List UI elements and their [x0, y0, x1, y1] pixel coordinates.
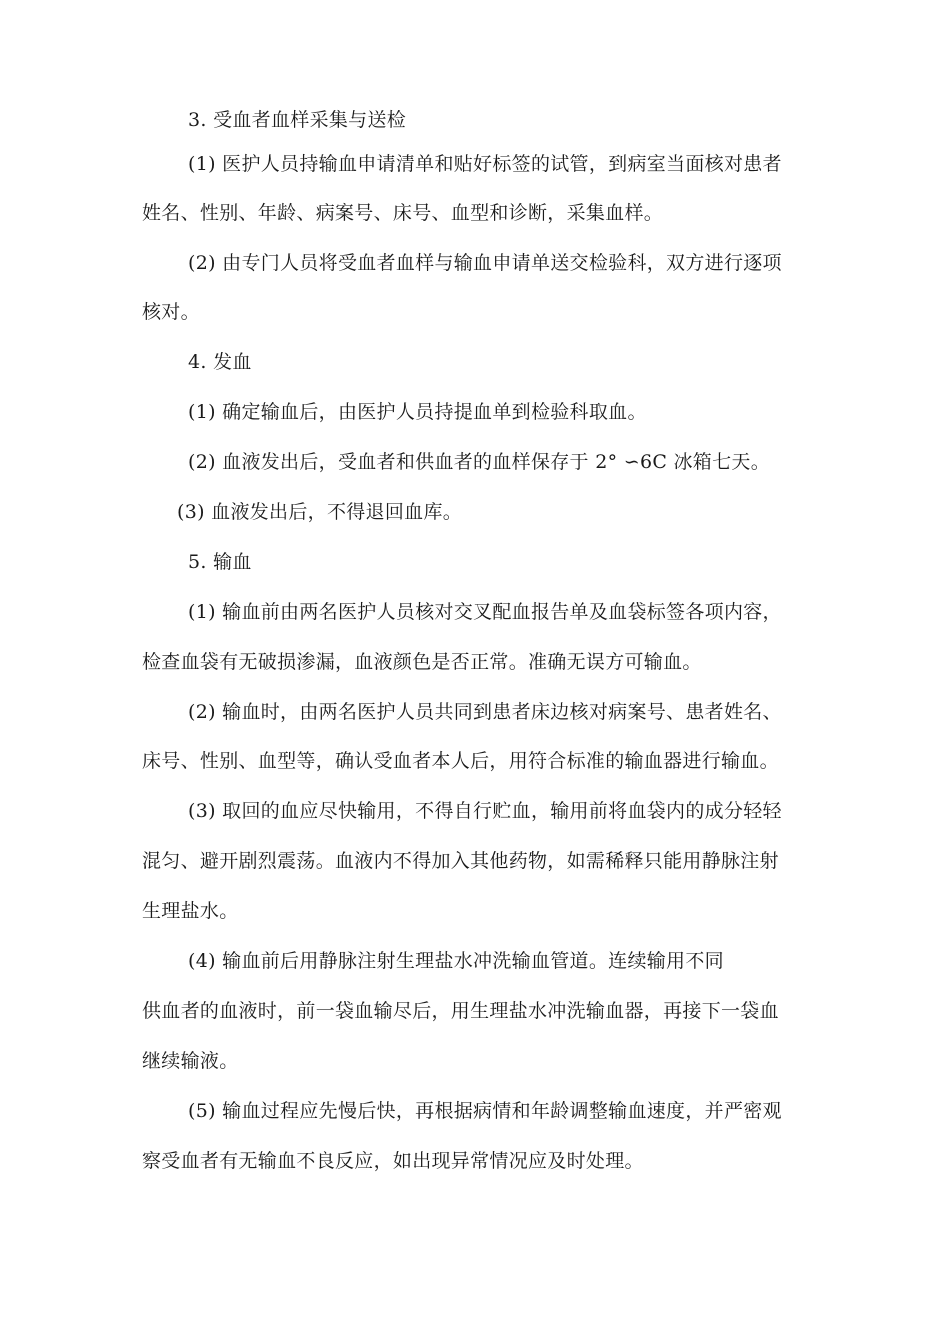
paragraph-line: 察受血者有无输血不良反应，如出现异常情况应及时处理。	[142, 1150, 644, 1172]
section-heading-3: 3. 受血者血样采集与送检	[188, 109, 407, 131]
paragraph-line: 姓名、性别、年龄、病案号、床号、血型和诊断，采集血样。	[142, 202, 664, 224]
paragraph-line: 核对。	[142, 301, 200, 323]
paragraph-line: (1) 确定输血后，由医护人员持提血单到检验科取血。	[188, 401, 647, 423]
paragraph-line: 生理盐水。	[142, 900, 239, 922]
paragraph-line: (3) 血液发出后，不得退回血库。	[177, 501, 463, 523]
paragraph-line: (5) 输血过程应先慢后快，再根据病情和年龄调整输血速度，并严密观	[188, 1100, 782, 1122]
paragraph-line: 床号、性别、血型等，确认受血者本人后，用符合标准的输血器进行输血。	[142, 750, 779, 772]
paragraph-line: (2) 血液发出后，受血者和供血者的血样保存于 2° ∽6C 冰箱七天。	[188, 451, 771, 473]
paragraph-line: (1) 输血前由两名医护人员核对交叉配血报告单及血袋标签各项内容，	[188, 601, 782, 623]
paragraph-line: 继续输液。	[142, 1050, 239, 1072]
paragraph-line: (2) 由专门人员将受血者血样与输血申请单送交检验科，双方进行逐项	[188, 252, 782, 274]
section-heading-4: 4. 发血	[188, 351, 252, 373]
paragraph-line: 检查血袋有无破损渗漏，血液颜色是否正常。准确无误方可输血。	[142, 651, 702, 673]
paragraph-line: (4) 输血前后用静脉注射生理盐水冲洗输血管道。连续输用不同	[188, 950, 724, 972]
paragraph-line: (2) 输血时，由两名医护人员共同到患者床边核对病案号、患者姓名、	[188, 701, 782, 723]
paragraph-line: (3) 取回的血应尽快输用，不得自行贮血，输用前将血袋内的成分轻轻	[188, 800, 782, 822]
paragraph-line: (1) 医护人员持输血申请清单和贴好标签的试管，到病室当面核对患者	[188, 153, 782, 175]
section-heading-5: 5. 输血	[188, 551, 252, 573]
paragraph-line: 混匀、避开剧烈震荡。血液内不得加入其他药物，如需稀释只能用静脉注射	[142, 850, 779, 872]
paragraph-line: 供血者的血液时，前一袋血输尽后，用生理盐水冲洗输血器，再接下一袋血	[142, 1000, 779, 1022]
